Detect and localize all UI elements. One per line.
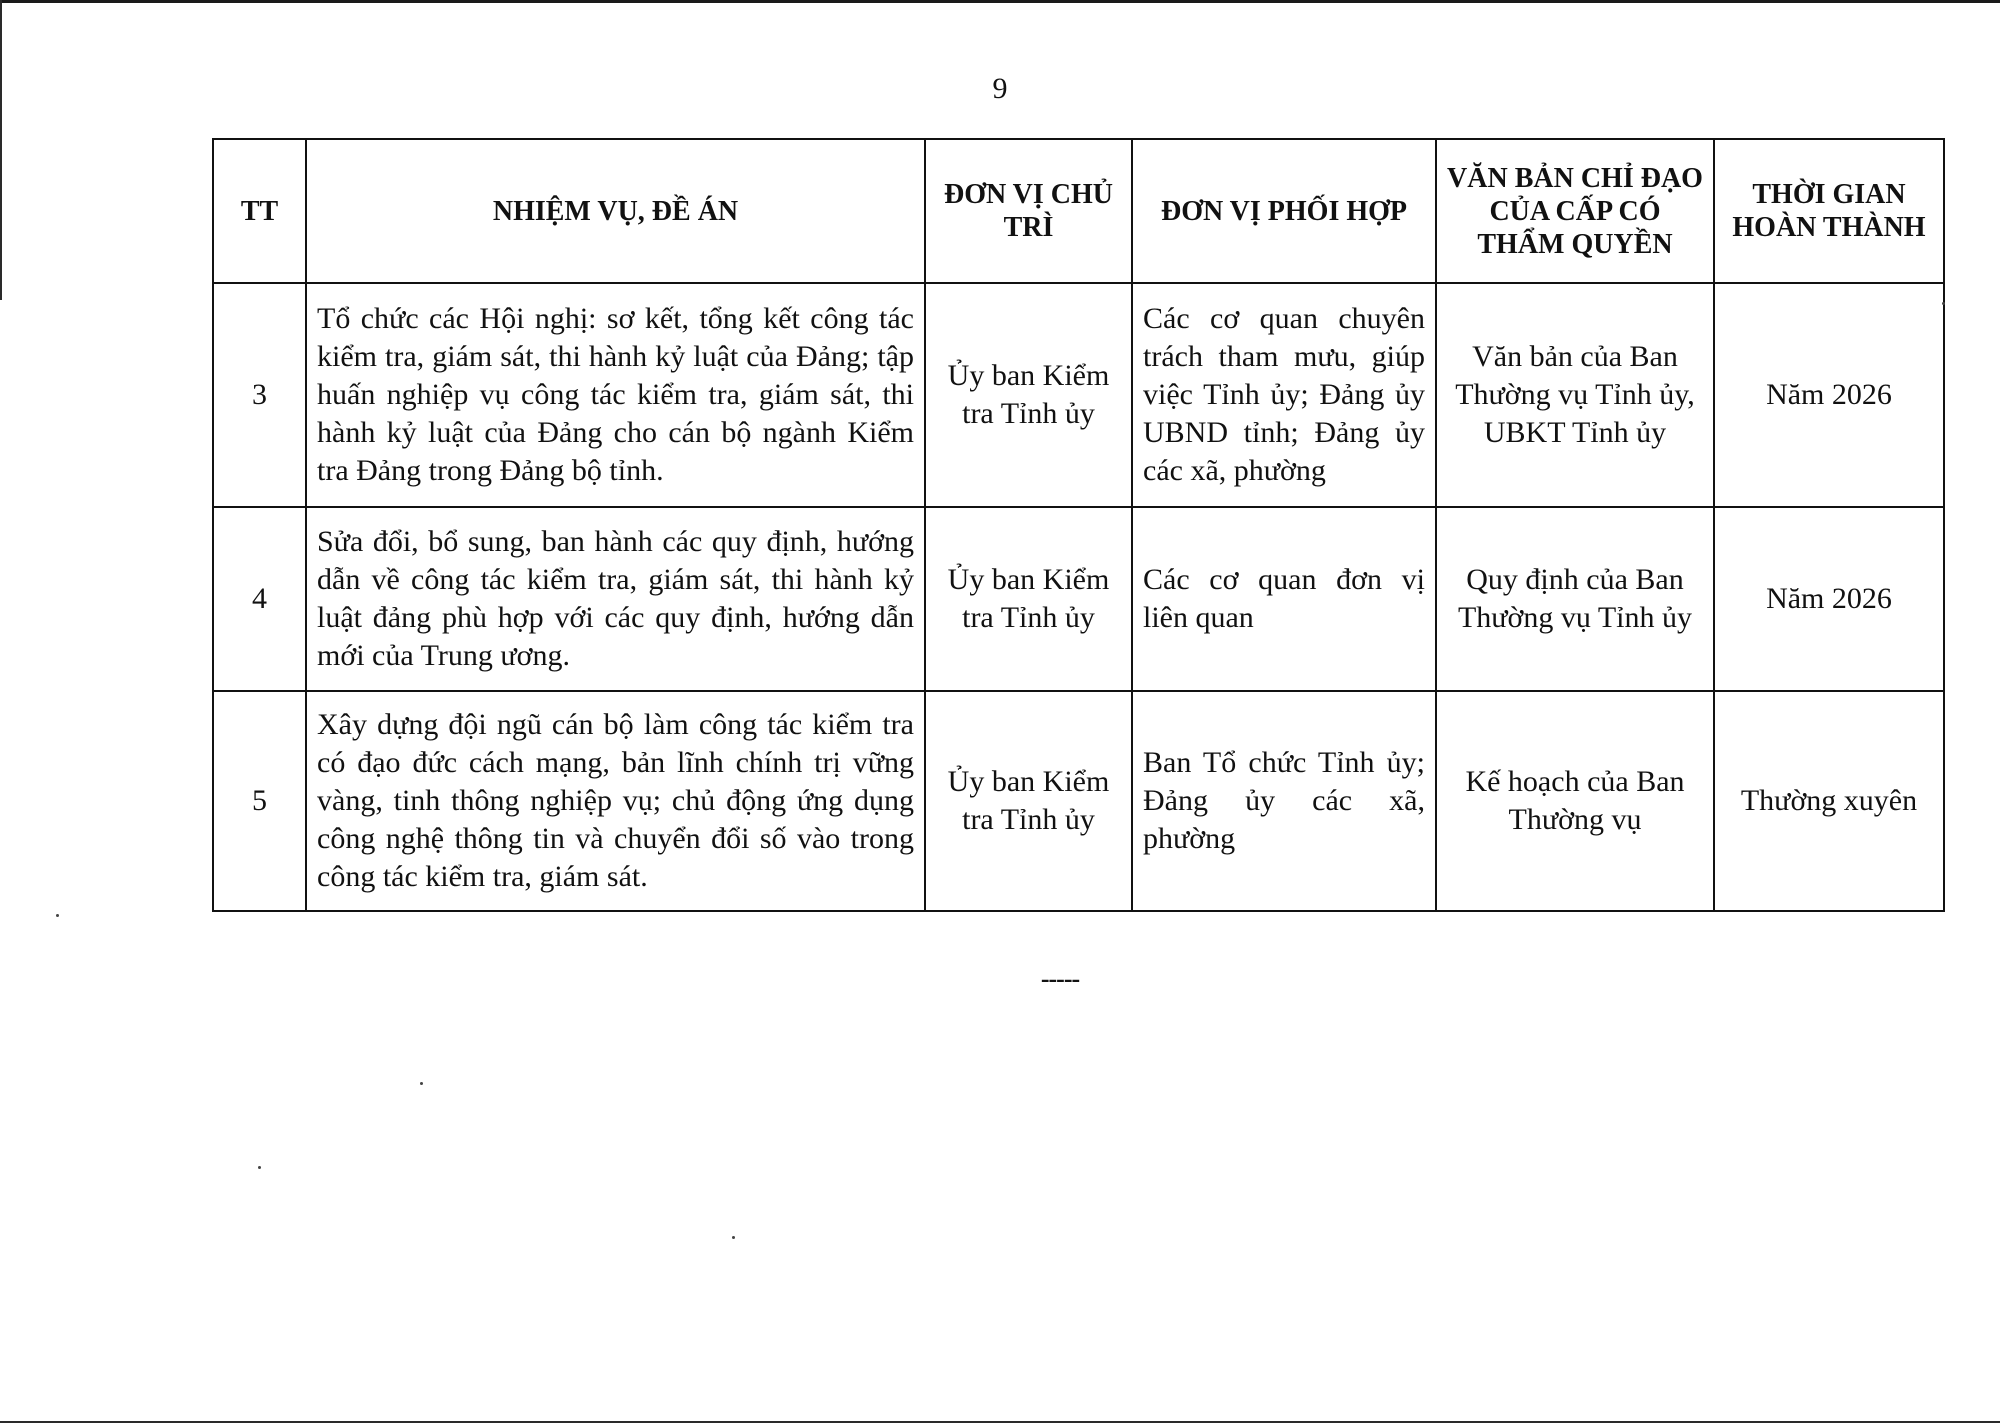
cell-task: Xây dựng đội ngũ cán bộ làm công tác kiểm tra có đạo đức cách mạng, bản lĩnh chính trị vững vàng, tinh thông nghiệp vụ; chủ động ứng dụng công nghệ thông tin và chuyển đổi số vào trong công tác kiểm tra, giám sát. (306, 691, 925, 911)
cell-completion-time: Năm 2026 (1714, 283, 1944, 507)
cell-tt: 4 (213, 507, 306, 691)
cell-task: Sửa đổi, bổ sung, ban hành các quy định, hướng dẫn về công tác kiểm tra, giám sát, thi hành kỷ luật đảng phù hợp với các quy định, hướng dẫn mới của Trung ương. (306, 507, 925, 691)
scan-speck (420, 1082, 423, 1085)
cell-coordinating-unit: Các cơ quan đơn vị liên quan (1132, 507, 1436, 691)
cell-directive-document: Văn bản của Ban Thường vụ Tỉnh ủy, UBKT Tỉnh ủy (1436, 283, 1714, 507)
cell-lead-unit: Ủy ban Kiểm tra Tỉnh ủy (925, 283, 1132, 507)
cell-lead-unit: Ủy ban Kiểm tra Tỉnh ủy (925, 507, 1132, 691)
scan-speck (258, 1166, 261, 1169)
cell-lead-unit: Ủy ban Kiểm tra Tỉnh ủy (925, 691, 1132, 911)
table-header-row (213, 139, 1944, 283)
header-directive-document: VĂN BẢN CHỈ ĐẠO CỦA CẤP CÓ THẨM QUYỀN (1436, 139, 1714, 283)
header-tt: TT (213, 139, 306, 283)
cell-completion-time: Năm 2026 (1714, 507, 1944, 691)
cell-completion-time: Thường xuyên (1714, 691, 1944, 911)
task-table (212, 138, 1945, 912)
cell-tt: 3 (213, 283, 306, 507)
cell-task: Tổ chức các Hội nghị: sơ kết, tổng kết công tác kiểm tra, giám sát, thi hành kỷ luật của Đảng; tập huấn nghiệp vụ công tác kiểm tra, giám sát, thi hành kỷ luật của Đảng cho cán bộ ngành Kiểm tra Đảng trong Đảng bộ tỉnh. (306, 283, 925, 507)
scan-speck (732, 1236, 735, 1239)
cell-directive-document: Kế hoạch của Ban Thường vụ (1436, 691, 1714, 911)
header-coordinating-unit: ĐƠN VỊ PHỐI HỢP (1132, 139, 1436, 283)
table-row (213, 691, 1944, 911)
header-completion-time: THỜI GIAN HOÀN THÀNH (1714, 139, 1944, 283)
table-row (213, 507, 1944, 691)
cell-directive-document: Quy định của Ban Thường vụ Tỉnh ủy (1436, 507, 1714, 691)
cell-coordinating-unit: Ban Tổ chức Tỉnh ủy; Đảng ủy các xã, phường (1132, 691, 1436, 911)
scan-edge-top (0, 0, 2000, 3)
scan-speck (1942, 302, 1945, 305)
header-lead-unit: ĐƠN VỊ CHỦ TRÌ (925, 139, 1132, 283)
cell-tt: 5 (213, 691, 306, 911)
scan-edge-bottom (0, 1421, 2000, 1423)
page-number: 9 (992, 72, 1008, 105)
scan-speck (56, 914, 59, 917)
cell-coordinating-unit: Các cơ quan chuyên trách tham mưu, giúp việc Tỉnh ủy; Đảng ủy UBND tỉnh; Đảng ủy các xã, phường (1132, 283, 1436, 507)
closing-mark: ----- (1040, 964, 1080, 993)
scan-edge-left (0, 0, 2, 300)
header-task: NHIỆM VỤ, ĐỀ ÁN (306, 139, 925, 283)
table-row (213, 283, 1944, 507)
